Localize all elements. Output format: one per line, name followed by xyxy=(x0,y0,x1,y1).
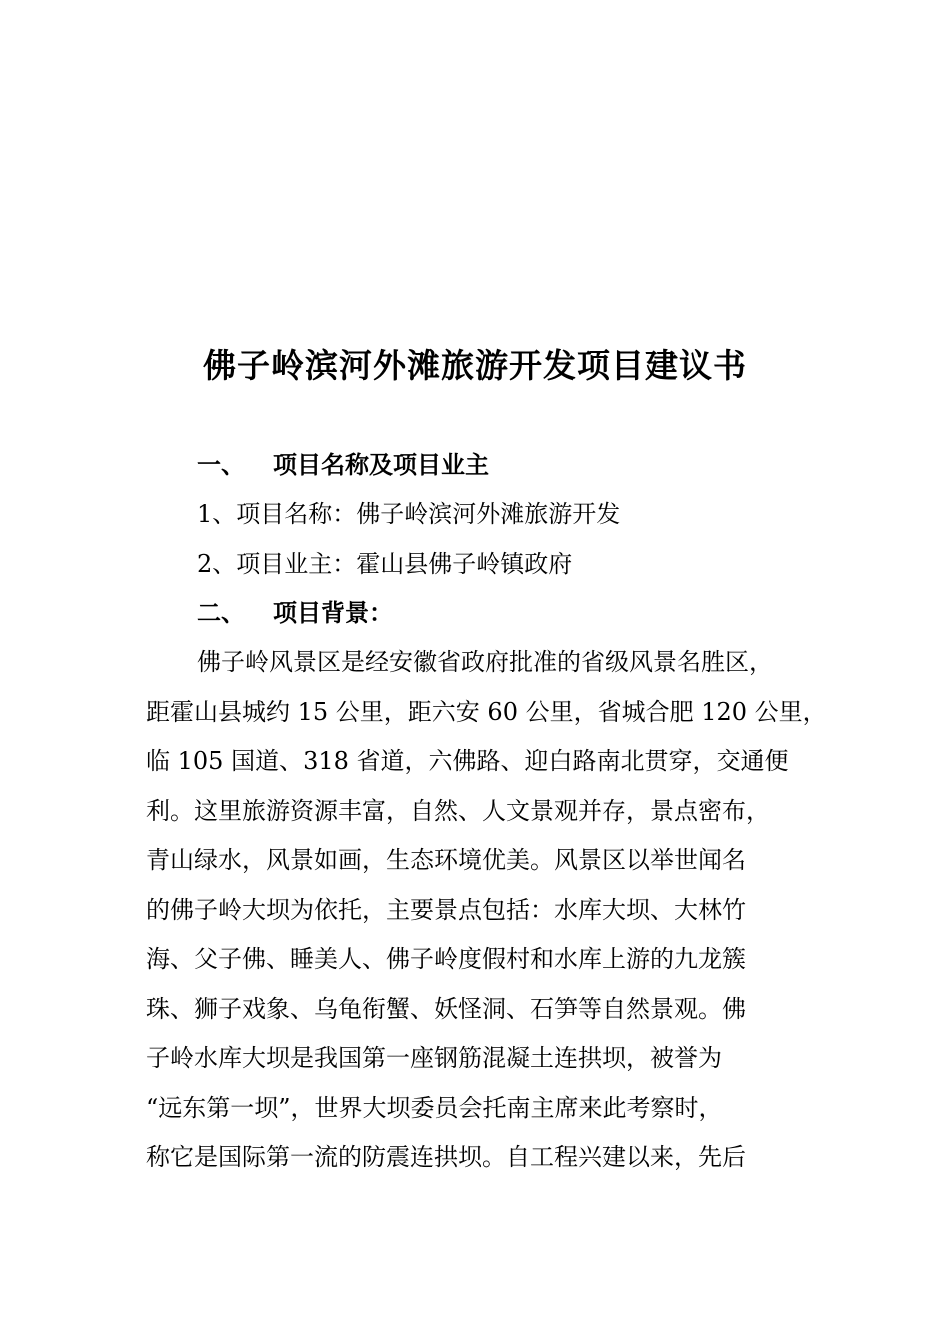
paragraph-line: 距霍山县城约 15 公里，距六安 60 公里，省城合肥 120 公里， xyxy=(146,698,827,726)
section-heading-1 xyxy=(197,449,489,481)
paragraph-line: 珠、狮子戏象、乌龟衔蟹、妖怪洞、石笋等自然景观。佛 xyxy=(146,995,746,1023)
paragraph-line: “远东第一坝”，世界大坝委员会托南主席来此考察时， xyxy=(146,1094,723,1122)
paragraph-line: 佛子岭风景区是经安徽省政府批准的省级风景名胜区， xyxy=(197,648,773,676)
paragraph-line: 的佛子岭大坝为依托，主要景点包括：水库大坝、大林竹 xyxy=(146,896,746,924)
section-number: 二、 xyxy=(197,598,245,627)
paragraph-line: 海、父子佛、睡美人、佛子岭度假村和水库上游的九龙簇 xyxy=(146,945,746,973)
list-item: 2、项目业主：霍山县佛子岭镇政府 xyxy=(197,550,573,578)
section-heading-text: 项目背景： xyxy=(273,598,393,627)
section-number: 一、 xyxy=(197,450,245,479)
list-item: 1、项目名称：佛子岭滨河外滩旅游开发 xyxy=(197,500,621,528)
section-heading-text: 项目名称及项目业主 xyxy=(273,450,489,479)
paragraph-line: 称它是国际第一流的防震连拱坝。自工程兴建以来，先后 xyxy=(146,1143,746,1171)
paragraph-line: 临 105 国道、318 省道，六佛路、迎白路南北贯穿，交通便 xyxy=(146,747,789,775)
paragraph-line: 利。这里旅游资源丰富，自然、人文景观并存，景点密布， xyxy=(146,797,770,825)
section-heading-2 xyxy=(197,597,393,629)
document-title: 佛子岭滨河外滩旅游开发项目建议书 xyxy=(203,346,747,385)
paragraph-line: 青山绿水，风景如画，生态环境优美。风景区以举世闻名 xyxy=(146,846,746,874)
paragraph-line: 子岭水库大坝是我国第一座钢筋混凝土连拱坝，被誉为 xyxy=(146,1044,722,1072)
